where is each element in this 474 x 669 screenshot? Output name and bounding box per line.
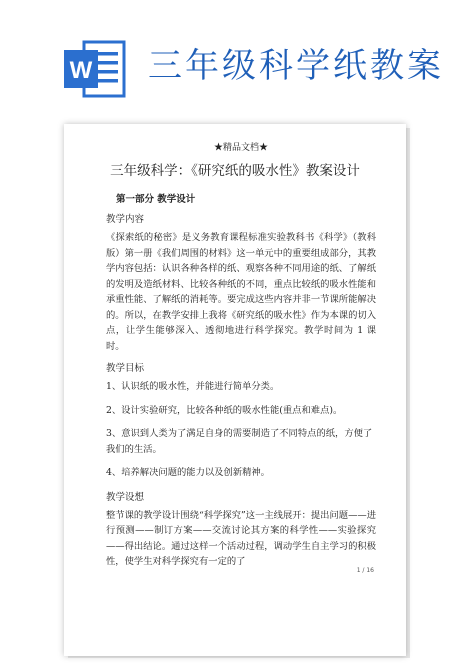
goal-item: 1、认识纸的吸水性，并能进行简单分类。 <box>106 381 280 392</box>
idea-paragraph: 整节课的教学设计围绕“科学探究”这一主线展开：提出问题——进行预测——制订方案——交流讨论其方案的科学性——实验探究——得出结论。通过这样一个活动过程，调动学生自主学习的积极性，使学生对科学探究有一定的了 <box>106 509 376 567</box>
banner-title: 三年级科学纸教案 <box>148 46 444 86</box>
section-heading-idea: 教学设想 <box>106 491 145 503</box>
section-heading-goals: 教学目标 <box>106 363 145 374</box>
banner-header <box>0 0 474 112</box>
part-heading: 第一部分 教学设计 <box>116 194 196 205</box>
word-doc-icon <box>64 40 126 98</box>
doc-title: 三年级科学：《研究纸的吸水性》教案设计 <box>110 163 360 179</box>
page-number: 1 / 16 <box>356 567 374 574</box>
document-body <box>106 140 376 576</box>
content-paragraph: 《探索纸的秘密》是义务教育课程标准实验教科书《科学》（教科版）第一册《我们周围的材料》这一单元中的重要组成部分，其教学内容包括：认识各种各样的纸、观察各种不同用途的纸、了解纸的发明及造纸材料、比较各种纸的不同，重点比较纸的吸水性能和承重性能、了解纸的消耗等。要完成这些内容并非一节课所能解决的。所以，在教学安排上我将《研究纸的吸水性》作为本课的切入点，让学生能够深入、透彻地进行科学探究。教学时间为 1 课时。 <box>106 232 376 352</box>
doc-label: ★精品文档★ <box>213 143 268 153</box>
document-page <box>64 124 406 656</box>
goal-item: 4、培养解决问题的能力以及创新精神。 <box>106 467 270 478</box>
section-heading-content: 教学内容 <box>106 214 145 225</box>
word-icon-letter: W <box>69 57 93 84</box>
goal-item: 3、意识到人类为了满足自身的需要制造了不同特点的纸，方便了我们的生活。 <box>106 428 373 455</box>
goal-item: 2、设计实验研究，比较各种纸的吸水性能(重点和难点)。 <box>106 404 343 416</box>
